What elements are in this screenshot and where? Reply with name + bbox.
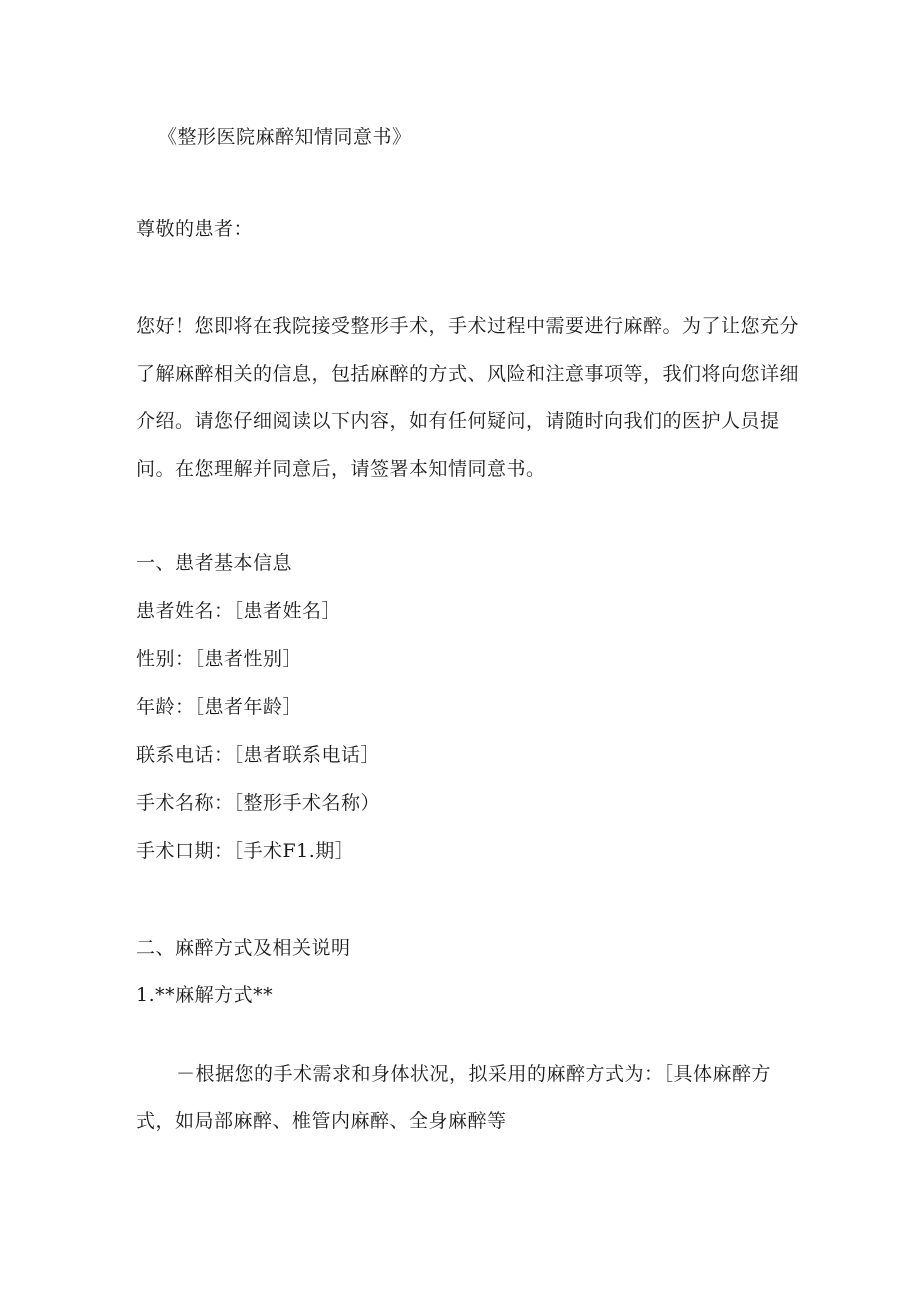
field-patient-name: 患者姓名：［患者姓名］ — [136, 600, 342, 622]
field-surgery-name: 手术名称：［整形手术名称） — [136, 792, 381, 814]
document-title: 《整形医院麻醉知情同意书》 — [158, 126, 412, 148]
detail-line: 式，如局部麻醉、椎管内麻醉、全身麻醉等 — [136, 1110, 507, 1132]
salutation: 尊敬的患者： — [136, 218, 254, 240]
intro-line: 您好！您即将在我院接受整形手术，手术过程中需要进行麻醉。为了让您充分 — [136, 315, 800, 337]
field-patient-phone: 联系电话：［患者联系电话］ — [136, 744, 381, 766]
subheading-anesthesia-method: 1.**麻解方式** — [136, 984, 274, 1006]
section-heading-patient-info: 一、患者基本信息 — [136, 552, 293, 574]
detail-line: －根据您的手术需求和身体状况，拟采用的麻醉方式为：［具体麻醉方 — [176, 1063, 772, 1085]
field-patient-age: 年龄：［患者年龄］ — [136, 696, 303, 718]
field-patient-gender: 性别：［患者性别］ — [136, 648, 303, 670]
section-heading-anesthesia: 二、麻醉方式及相关说明 — [136, 937, 351, 959]
field-surgery-date: 手术口期：［手术F1.期］ — [136, 840, 355, 862]
intro-line: 问。在您理解并同意后，请签署本知情同意书。 — [136, 458, 546, 480]
intro-line: 了解麻醉相关的信息，包括麻醉的方式、风险和注意事项等，我们将向您详细 — [136, 363, 800, 385]
intro-line: 介绍。请您仔细阅读以下内容，如有任何疑问，请随时向我们的医护人员提 — [136, 410, 780, 432]
